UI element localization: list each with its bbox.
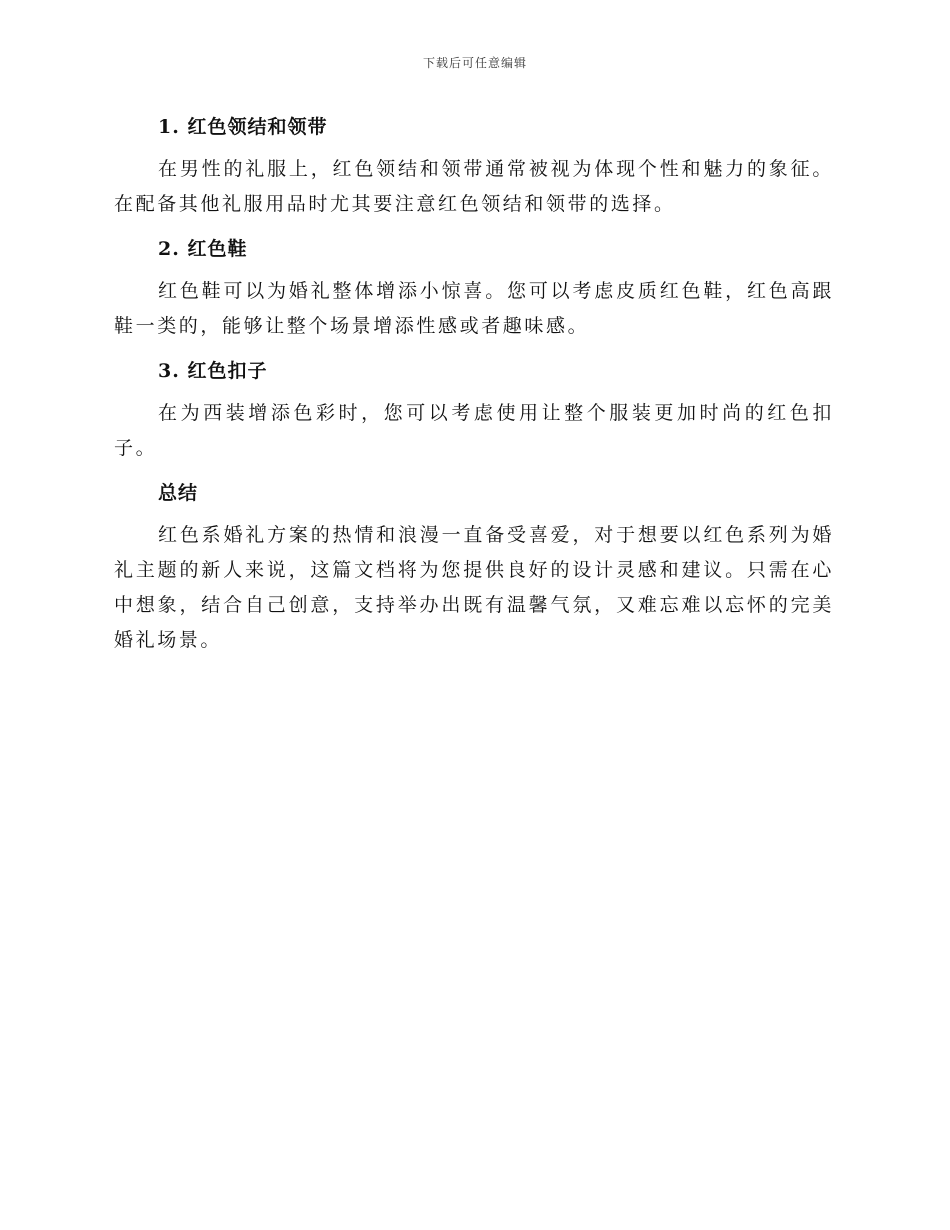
section-heading: 2. 红色鞋 <box>158 238 248 260</box>
section-summary <box>114 476 834 658</box>
section-heading: 1. 红色领结和领带 <box>158 116 328 138</box>
section-heading: 总结 <box>158 482 199 504</box>
section-paragraph: 红色鞋可以为婚礼整体增添小惊喜。您可以考虑皮质红色鞋，红色高跟鞋一类的，能够让整个场景增添性感或者趣味感。 <box>114 280 834 337</box>
document-body <box>114 110 834 668</box>
section-heading: 3. 红色扣子 <box>158 360 268 382</box>
section-red-shoes <box>114 232 834 344</box>
section-paragraph: 在为西装增添色彩时，您可以考虑使用让整个服装更加时尚的红色扣子。 <box>114 402 834 459</box>
section-paragraph: 在男性的礼服上，红色领结和领带通常被视为体现个性和魅力的象征。在配备其他礼服用品时尤其要注意红色领结和领带的选择。 <box>114 158 834 215</box>
section-red-tie <box>114 110 834 222</box>
section-paragraph: 红色系婚礼方案的热情和浪漫一直备受喜爱，对于想要以红色系列为婚礼主题的新人来说，这篇文档将为您提供良好的设计灵感和建议。只需在心中想象，结合自己创意，支持举办出既有温馨气氛，又难忘难以忘怀的完美婚礼场景。 <box>114 524 834 651</box>
header-note: 下载后可任意编辑 <box>422 56 527 70</box>
section-red-buttons <box>114 354 834 466</box>
